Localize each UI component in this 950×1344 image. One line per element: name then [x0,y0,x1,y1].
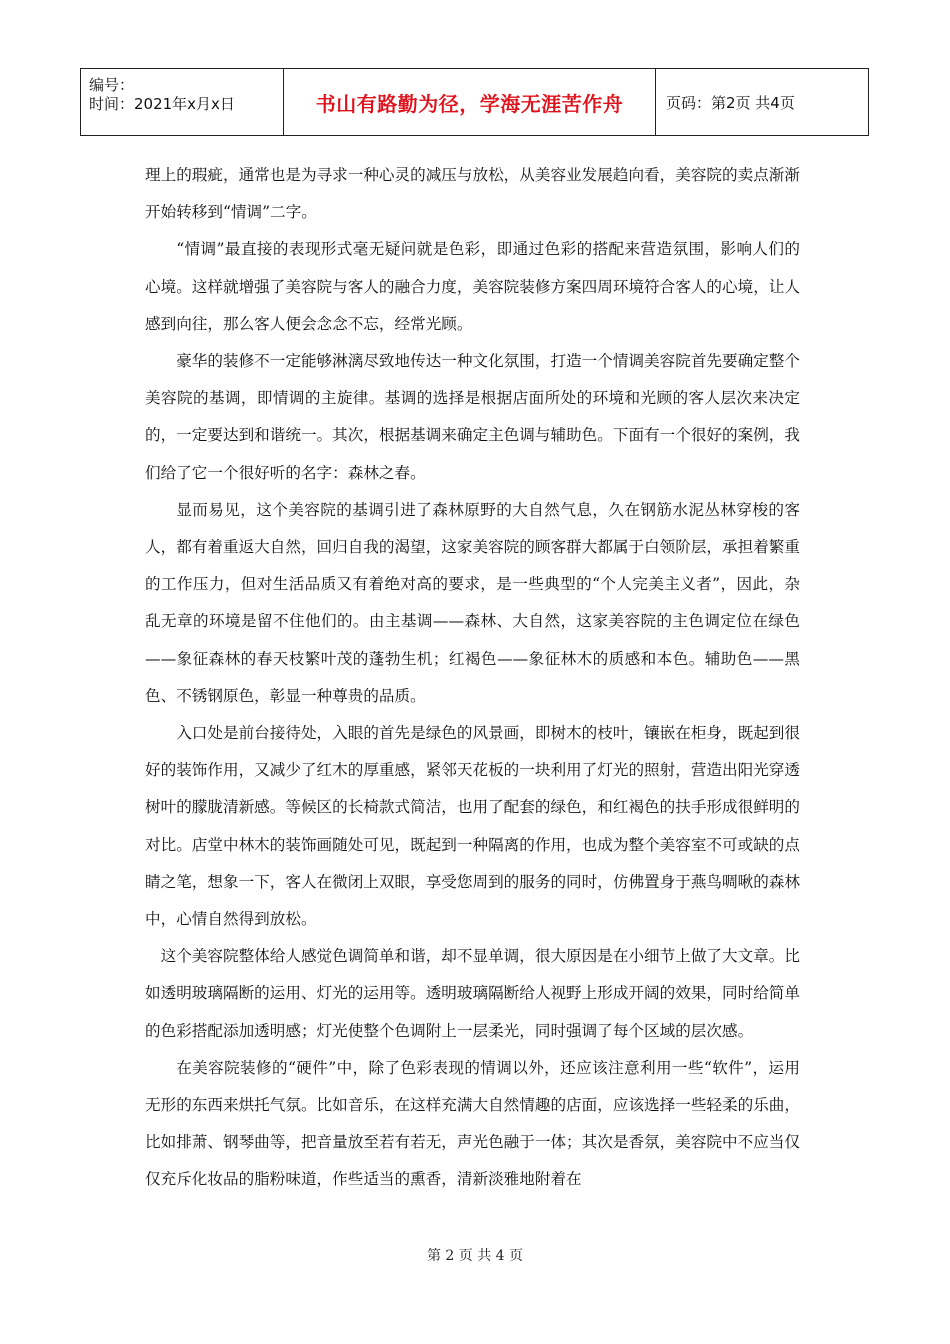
paragraph-3: 豪华的装修不一定能够淋漓尽致地传达一种文化氛围，打造一个情调美容院首先要确定整个美容院的基调，即情调的主旋律。基调的选择是根据店面所处的环境和光顾的客人层次来决定的，一定要达到和谐统一。其次，根据基调来确定主色调与辅助色。下面有一个很好的案例，我们给了它一个很好听的名字：森林之春。 [145,352,800,482]
paragraph-4: 显而易见，这个美容院的基调引进了森林原野的大自然气息，久在钢筋水泥丛林穿梭的客人，都有着重返大自然，回归自我的渴望，这家美容院的顾客群大都属于白领阶层，承担着繁重的工作压力，但对生活品质又有着绝对高的要求，是一些典型的“个人完美主义者”，因此，杂乱无章的环境是留不住他们的。由主基调——森林、大自然，这家美容院的主色调定位在绿色——象征森林的春天枝繁叶茂的蓬勃生机；红褐色——象征林木的质感和本色。辅助色——黑色、不锈钢原色，彰显一种尊贵的品质。 [145,500,800,705]
header-table [80,68,869,136]
header-page-number: 页码：第2页 共4页 [666,93,795,112]
paragraph-2: “情调”最直接的表现形式毫无疑问就是色彩，即通过色彩的搭配来营造氛围，影响人们的心境。这样就增强了美容院与客人的融合力度，美容院装修方案四周环境符合客人的心境，让人感到向往，那么客人便会念念不忘，经常光顾。 [145,240,800,333]
paragraph-7: 在美容院装修的“硬件”中，除了色彩表现的情调以外，还应该注意利用一些“软件”，运用无形的东西来烘托气氛。比如音乐，在这样充满大自然情趣的店面，应该选择一些轻柔的乐曲，比如排萧、钢琴曲等，把音量放至若有若无，声光色融于一体；其次是香氛，美容院中不应当仅仅充斥化妆品的脂粉味道，作些适当的熏香，清新淡雅地附着在 [145,1058,800,1189]
header-info-cell [81,69,284,135]
paragraph-5: 入口处是前台接待处，入眼的首先是绿色的风景画，即树木的枝叶，镶嵌在柜身，既起到很好的装饰作用，又减少了红木的厚重感，紧邻天花板的一块利用了灯光的照射，营造出阳光穿透树叶的朦胧清新感。等候区的长椅款式简洁，也用了配套的绿色，和红褐色的扶手形成很鲜明的对比。店堂中林木的装饰画随处可见，既起到一种隔离的作用，也成为整个美容室不可或缺的点睛之笔，想象一下，客人在微闭上双眼，享受您周到的服务的同时，仿佛置身于燕鸟啁啾的森林中，心情自然得到放松。 [145,724,800,929]
header-motto: 书山有路勤为径，学海无涯苦作舟 [315,91,624,116]
document-number-label: 编号： [89,76,135,94]
paragraph-6: 这个美容院整体给人感觉色调简单和谐，却不显单调，很大原因是在小细节上做了大文章。比如透明玻璃隔断的运用、灯光的运用等。透明玻璃隔断给人视野上形成开阔的效果，同时给简单的色彩搭配添加透明感；灯光使整个色调附上一层柔光，同时强调了每个区域的层次感。 [145,947,800,1040]
paragraph-1: 理上的瑕疵，通常也是为寻求一种心灵的减压与放松，从美容业发展趋向看，美容院的卖点渐渐开始转移到“情调”二字。 [145,166,800,222]
document-date: 时间：2021年x月x日 [89,95,235,113]
page-footer: 第 2 页 共 4 页 [426,1248,524,1264]
header-motto-cell [284,69,656,135]
header-page-cell [656,69,868,135]
document-body [145,157,800,1199]
